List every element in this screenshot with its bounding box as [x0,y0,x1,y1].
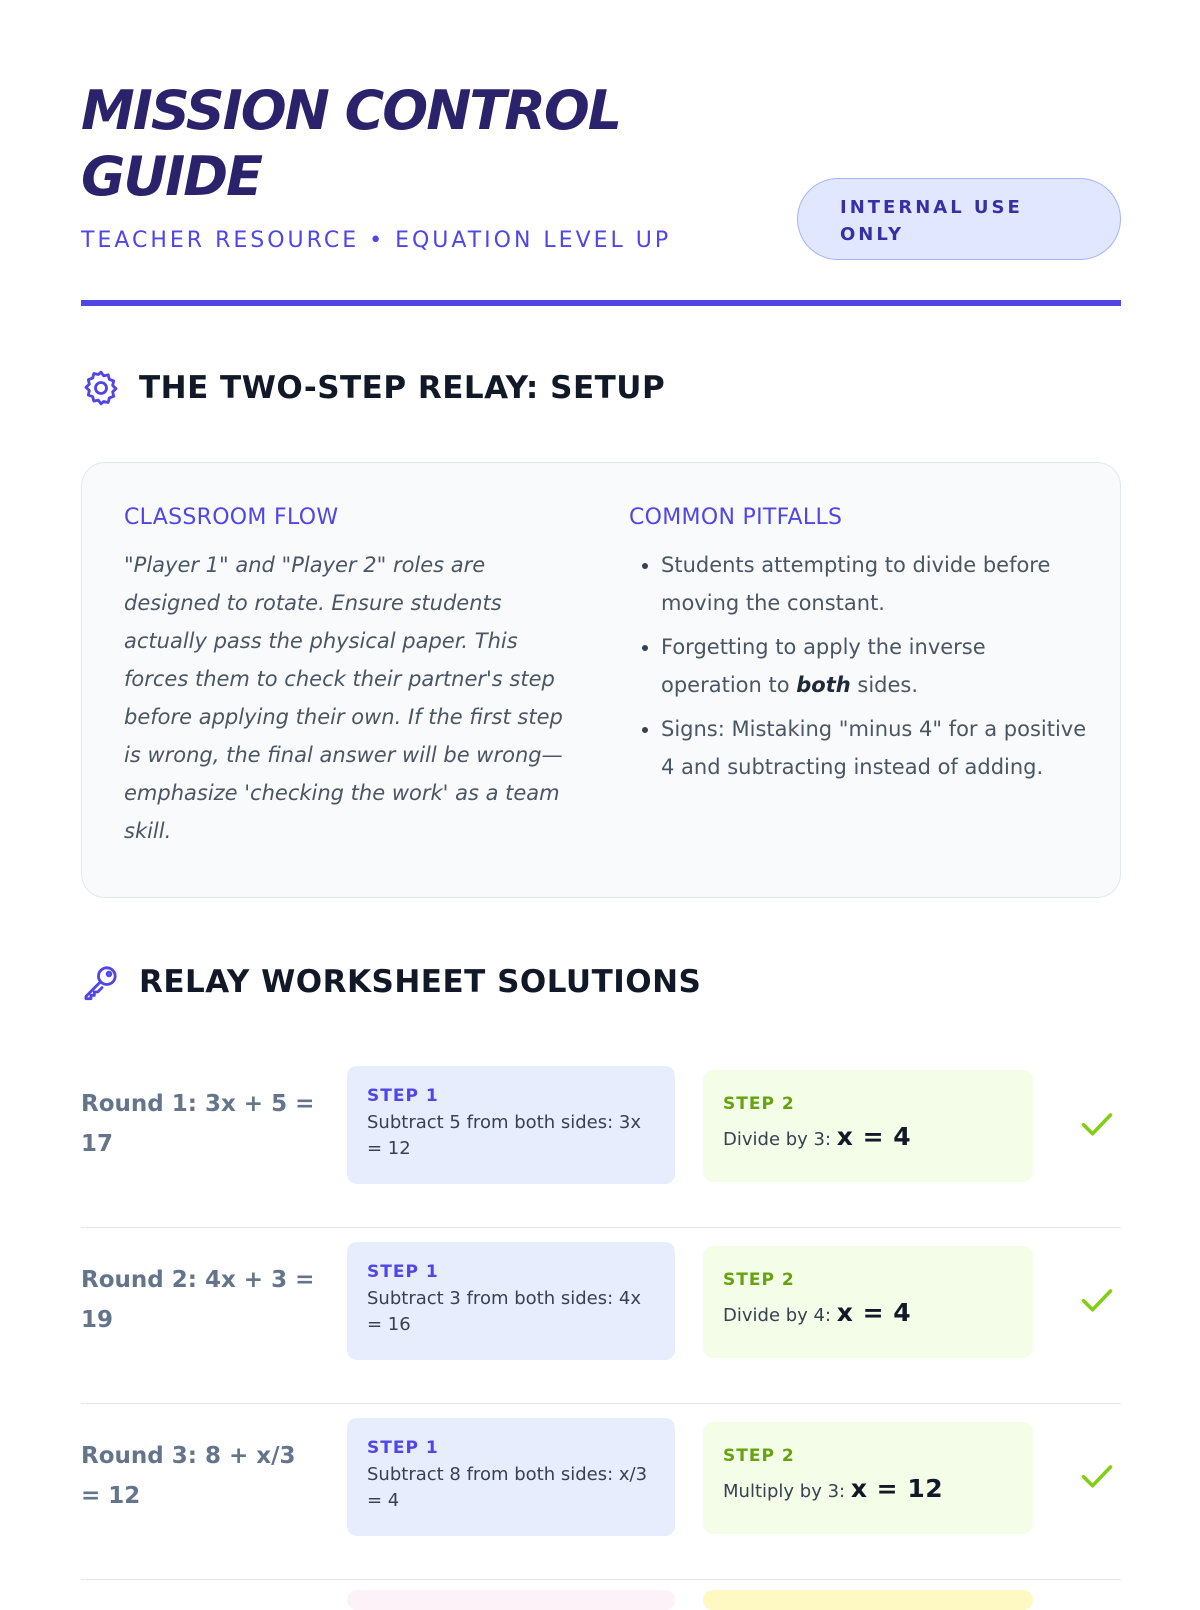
pitfall-text: sides. [850,673,919,697]
solutions-list [81,1052,1121,1580]
step-1-card [347,1242,675,1360]
round-label: Round 1: 3x + 5 = 17 [81,1091,315,1157]
setup-card [81,462,1121,898]
key-icon [81,962,121,1002]
step-tag: STEP 1 [367,1438,439,1458]
next-step-1-card [347,1590,675,1610]
page-title: MISSION CONTROL GUIDE [81,79,621,208]
pitfall-emphasis: both [796,673,851,697]
step-text: Divide by 3: [723,1129,837,1150]
pitfall-item [661,710,1089,786]
step-2-card [703,1246,1033,1358]
step-2-card [703,1422,1033,1534]
solutions-heading [81,962,701,1002]
pitfall-text: Forgetting to apply the inverse operation to [661,635,986,697]
setup-heading-text: THE TWO-STEP RELAY: SETUP [139,370,666,406]
step-2-card [703,1070,1033,1182]
step-tag: STEP 2 [723,1270,795,1290]
pitfall-item [661,546,1089,622]
gear-icon [81,368,121,408]
setup-heading [81,368,665,408]
classroom-flow-text: "Player 1" and "Player 2" roles are designed to rotate. Ensure students actually pass the physical paper. This forces them to check their partner's step before applying their own. If the first step is wrong, the final answer will be wrong—emphasize 'checking the work' as a team skill. [124,553,563,843]
classroom-flow-heading: CLASSROOM FLOW [124,505,339,530]
step-text: Subtract 5 from both sides: 3x = 12 [367,1112,641,1159]
step-tag: STEP 1 [367,1086,439,1106]
step-1-card [347,1418,675,1536]
pitfall-text: Students attempting to divide before moving the constant. [661,553,1051,615]
solution-row [81,1404,1121,1580]
check-icon [1079,1106,1115,1142]
pitfalls-list [629,546,1089,786]
step-tag: STEP 2 [723,1094,795,1114]
header [81,0,1121,310]
check-icon [1079,1282,1115,1318]
page-subtitle: TEACHER RESOURCE • EQUATION LEVEL UP [81,228,672,253]
check-icon [1079,1458,1115,1494]
step-text: Multiply by 3: [723,1481,851,1502]
common-pitfalls [629,505,1089,792]
solutions-heading-text: RELAY WORKSHEET SOLUTIONS [139,964,702,1000]
step-tag: STEP 2 [723,1446,795,1466]
step-result [723,1298,1013,1329]
final-answer: x = 4 [836,1298,912,1327]
round-label: Round 3: 8 + x/3 = 12 [81,1443,296,1509]
pitfall-item [661,628,1089,704]
final-answer: x = 12 [850,1474,944,1503]
header-divider [81,300,1121,306]
step-result [723,1122,1013,1153]
step-1-card [347,1066,675,1184]
guide-page [81,0,1121,1511]
classroom-flow [124,505,574,850]
step-text: Divide by 4: [723,1305,837,1326]
common-pitfalls-heading: COMMON PITFALLS [629,505,843,530]
step-tag: STEP 1 [367,1262,439,1282]
solution-row [81,1228,1121,1404]
next-step-2-card [703,1590,1033,1610]
final-answer: x = 4 [836,1122,912,1151]
pitfall-text: Signs: Mistaking "minus 4" for a positive 4 and subtracting instead of adding. [661,717,1087,779]
step-text: Subtract 8 from both sides: x/3 = 4 [367,1464,648,1511]
solution-row [81,1052,1121,1228]
badge-label: INTERNAL USE ONLY [840,197,1023,245]
internal-use-badge [797,178,1121,260]
step-result [723,1474,1013,1505]
step-text: Subtract 3 from both sides: 4x = 16 [367,1288,641,1335]
round-label: Round 2: 4x + 3 = 19 [81,1267,315,1333]
